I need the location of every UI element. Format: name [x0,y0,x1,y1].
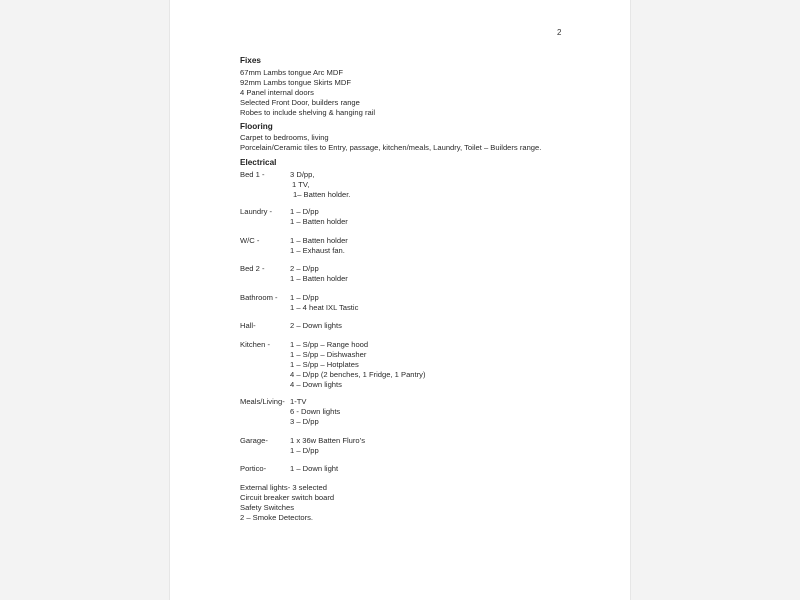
room-items [290,397,340,427]
room-label: Bed 2 - [240,264,265,273]
room-item: 1 – Down light [290,464,339,473]
room-label: Hall- [240,321,256,330]
room-items [290,340,426,390]
room-item: 1 – Batten holder [290,217,348,226]
fixes-line: Selected Front Door, builders range [240,98,360,107]
room-label: Garage- [240,436,268,445]
room-item: 1– Batten holder. [293,190,351,199]
room-items [290,464,338,474]
room-label: Meals/Living- [240,397,285,406]
page-number: 2 [557,28,562,37]
room-item: 1 – S/pp – Dishwasher [290,350,367,359]
room-item: 1 – 4 heat IXL Tastic [290,303,359,312]
room-items [290,170,350,200]
room-items [290,264,348,284]
flooring-line: Porcelain/Ceramic tiles to Entry, passage, kitchen/meals, Laundry, Toilet – Builders range. [240,143,542,152]
electrical-footer-line: 2 – Smoke Detectors. [240,513,314,522]
room-item: 1 – Exhaust fan. [290,246,345,255]
fixes-line: 67mm Lambs tongue Arc MDF [240,68,343,77]
room-item: 1 TV, [292,180,310,189]
electrical-footer-line: Safety Switches [240,503,295,512]
room-item: 1-TV [290,397,307,406]
electrical-footer-line: Circuit breaker switch board [240,493,335,502]
room-label: Bathroom - [240,293,278,302]
room-item: 6 - Down lights [290,407,341,416]
room-item: 1 – S/pp – Range hood [290,340,369,349]
room-label: Portico- [240,464,267,473]
room-items [290,436,365,456]
document-body [240,0,660,600]
electrical-footer-line: External lights- 3 selected [240,483,327,492]
fixes-line: 92mm Lambs tongue Skirts MDF [240,78,351,87]
room-item: 1 – D/pp [290,293,319,302]
room-label: Kitchen - [240,340,270,349]
room-item: 1 – S/pp – Hotplates [290,360,359,369]
room-item: 2 – D/pp [290,264,319,273]
room-items [290,236,348,256]
room-item: 1 – D/pp [290,207,319,216]
room-items [290,207,348,227]
electrical-heading: Electrical [240,158,277,167]
room-item: 3 D/pp, [290,170,315,179]
flooring-heading: Flooring [240,122,273,131]
room-items [290,293,358,313]
room-item: 1 x 36w Batten Fluro’s [290,436,365,445]
fixes-line: Robes to include shelving & hanging rail [240,108,376,117]
fixes-heading: Fixes [240,56,261,65]
room-items [290,321,342,331]
room-item: 1 – D/pp [290,446,319,455]
room-item: 1 – Batten holder [290,274,348,283]
room-item: 2 – Down lights [290,321,342,330]
room-label: Bed 1 - [240,170,265,179]
fixes-line: 4 Panel internal doors [240,88,314,97]
room-item: 4 – Down lights [290,380,342,389]
room-label: W/C - [240,236,260,245]
room-item: 1 – Batten holder [290,236,348,245]
flooring-line: Carpet to bedrooms, living [240,133,329,142]
room-item: 3 – D/pp [290,417,319,426]
room-label: Laundry - [240,207,273,216]
room-item: 4 – D/pp (2 benches, 1 Fridge, 1 Pantry) [290,370,426,379]
